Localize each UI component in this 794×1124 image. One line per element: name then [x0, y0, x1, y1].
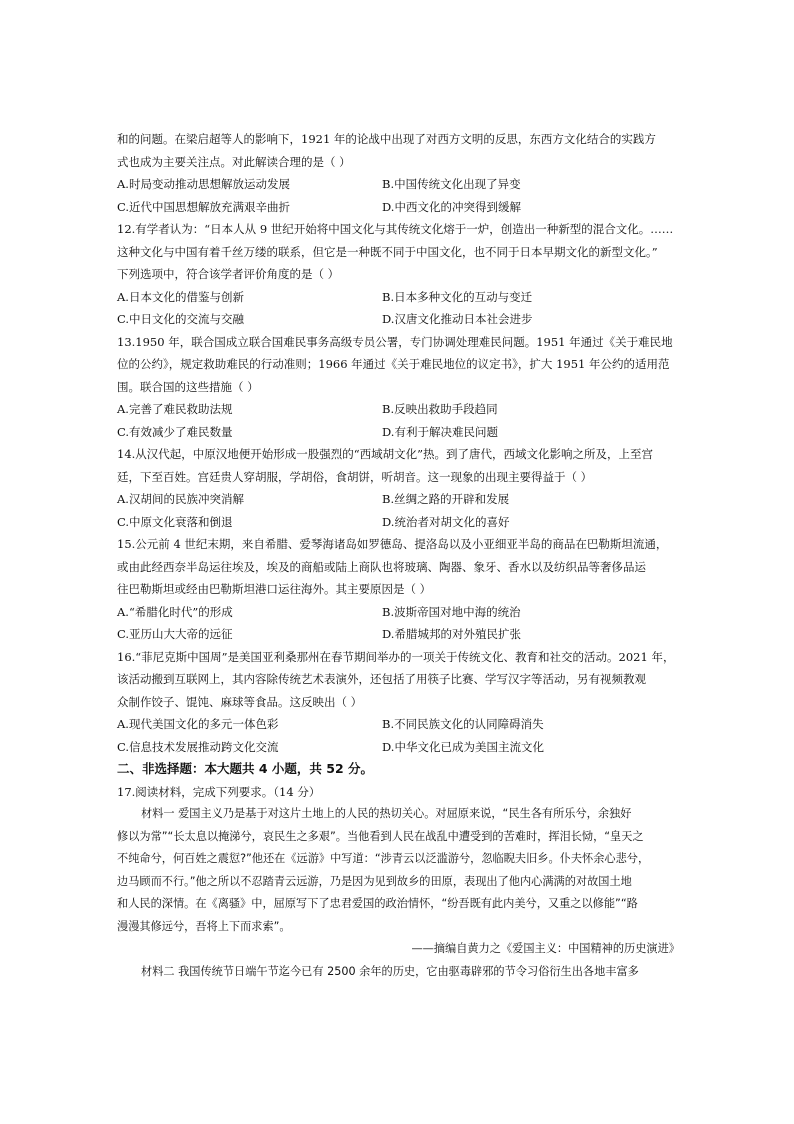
option-c: C.中日文化的交流与交融 — [117, 312, 245, 326]
options-row — [117, 398, 682, 421]
question-text: 14.从汉代起，中原汉地便开始形成一股强烈的“西域胡文化”热。到了唐代，西域文化影响之所及，上至宫 — [117, 447, 654, 461]
options-row — [117, 713, 682, 736]
question-text: 位的公约》，规定救助难民的行动准则；1966 年通过《关于难民地位的议定书》，扩大 1951 年公约的适用范 — [117, 357, 670, 371]
option-b: B.波斯帝国对地中海的统治 — [382, 604, 521, 619]
question-text: 往巴勒斯坦或经由巴勒斯坦港口运往海外。其主要原因是（ ） — [117, 582, 432, 596]
question-text: 围。联合国的这些措施（ ） — [117, 379, 259, 394]
material-line: 不纯命兮，何百姓之震愆?”他还在《远游》中写道：“涉青云以泛滥游兮，忽临睨夫旧乡。仆夫怀余心悲兮， — [117, 852, 650, 865]
options-row — [117, 601, 682, 624]
question-text: 12.有学者认为：“日本人从 9 世纪开始将中国文化与其传统文化熔于一炉，创造出一种新型的混合文化。…… — [117, 222, 674, 236]
material-line: 和人民的深情。在《离骚》中，屈原写下了忠君爱国的政治情怀，“纷吾既有此内美兮，又重之以修能”“路 — [117, 897, 638, 910]
question-text: 式也成为主要关注点。对此解读合理的是（ ） — [117, 154, 351, 169]
question-title: 17.阅读材料，完成下列要求。（14 分） — [117, 784, 321, 799]
option-d: D.希腊城邦的对外殖民扩张 — [382, 627, 521, 641]
question-17 — [117, 781, 682, 984]
material-line: 修以为常”“长太息以掩涕兮，哀民生之多艰”。当他看到人民在战乱中遭受到的苦难时，挥泪长恸，“皇天之 — [117, 829, 644, 843]
option-d: D.统治者对胡文化的喜好 — [382, 514, 510, 529]
question-text: 15.公元前 4 世纪末期，来自希腊、爱琴海诸岛如罗德岛、提洛岛以及小亚细亚半岛的商品在巴勒斯坦流通， — [117, 537, 668, 551]
option-a: A.现代美国文化的多元一体色彩 — [117, 717, 279, 731]
question-text: 这种文化与中国有着千丝万缕的联系，但它是一种既不同于中国文化，也不同于日本早期文化的新型文化。” — [117, 244, 658, 259]
question-16 — [117, 646, 682, 759]
option-c: C.中原文化衰落和倒退 — [117, 514, 233, 529]
section-heading: 二、非选择题：本大题共 4 小题，共 52 分。 — [117, 761, 374, 776]
option-b: B.反映出救助手段趋同 — [382, 402, 498, 416]
question-text: 该活动搬到互联网上，其内容除传统艺术表演外，还包括了用筷子比赛、学写汉字等活动，另有视频教观 — [117, 672, 646, 686]
question-text: 或由此经西奈半岛运往埃及，埃及的商船或陆上商队也将玻璃、陶器、象牙、香水以及纺织品等奢侈品运 — [117, 559, 646, 574]
option-b: B.丝绸之路的开辟和发展 — [382, 492, 510, 506]
options-row — [117, 736, 682, 759]
question-13 — [117, 331, 682, 444]
material-line: 漫漫其修远兮，吾将上下而求索”。 — [117, 919, 291, 933]
options-row — [117, 196, 682, 219]
question-text: 16.“菲尼克斯中国周”是美国亚利桑那州在春节期间举办的一项关于传统文化、教育和社交的活动。2021 年， — [117, 649, 675, 664]
option-b: B.中国传统文化出现了异变 — [382, 177, 521, 191]
option-a: A.完善了难民救助法规 — [117, 402, 233, 416]
question-text: 下列选项中，符合该学者评价角度的是（ ） — [117, 267, 340, 281]
question-14 — [117, 443, 682, 533]
option-a: A.时局变动推动思想解放运动发展 — [117, 177, 290, 191]
question-15 — [117, 533, 682, 646]
material-line: 材料一 爱国主义乃是基于对这片土地上的人民的热切关心。对屈原来说，“民生各有所乐兮，余独好 — [141, 807, 632, 820]
option-c: C.信息技术发展推动跨文化交流 — [117, 739, 279, 754]
option-d: D.中华文化已成为美国主流文化 — [382, 739, 544, 754]
material-line: 材料二 我国传统节日端午节迄今已有 2500 余年的历史，它由驱毒辟邪的节令习俗衍生出各地丰富多 — [141, 964, 639, 978]
question-text: 众制作饺子、馄饨、麻球等食品。这反映出（ ） — [117, 694, 363, 709]
option-c: C.近代中国思想解放充满艰辛曲折 — [117, 199, 291, 214]
material-source: ——摘编自黄力之《爱国主义：中国精神的历史演进》 — [411, 942, 680, 955]
options-row — [117, 623, 682, 646]
question-text: 13.1950 年，联合国成立联合国难民事务高级专员公署，专门协调处理难民问题。1951 年通过《关于难民地 — [117, 334, 673, 349]
question-11 — [117, 128, 682, 218]
option-d: D.中西文化的冲突得到缓解 — [382, 199, 521, 214]
material-line: 边马顾而不行。”他之所以不忍踏青云远游，乃是因为见到故乡的田原，表现出了他内心满满的对故国土地 — [117, 874, 632, 888]
option-a: A.日本文化的借鉴与创新 — [117, 289, 244, 304]
option-c: C.有效减少了难民数量 — [117, 424, 233, 439]
option-b: B.不同民族文化的认同障碍消失 — [382, 717, 544, 731]
options-row — [117, 421, 682, 444]
option-b: B.日本多种文化的互动与变迁 — [382, 289, 533, 304]
option-d: D.有利于解决难民问题 — [382, 424, 498, 439]
option-a: A.汉胡间的民族冲突消解 — [117, 492, 244, 506]
options-row — [117, 308, 682, 331]
option-a: A.“希腊化时代”的形成 — [117, 604, 233, 619]
option-c: C.亚历山大大帝的远征 — [117, 627, 233, 641]
option-d: D.汉唐文化推动日本社会进步 — [382, 312, 533, 326]
options-row — [117, 286, 682, 309]
question-text: 和的问题。在梁启超等人的影响下，1921 年的论战中出现了对西方文明的反思，东西方文化结合的实践方 — [117, 132, 656, 146]
options-row — [117, 488, 682, 511]
options-row — [117, 511, 682, 534]
question-12 — [117, 218, 682, 331]
options-row — [117, 173, 682, 196]
question-text: 廷，下至百姓。宫廷贵人穿胡服，学胡俗，食胡饼，听胡音。这一现象的出现主要得益于（ ） — [117, 469, 593, 484]
